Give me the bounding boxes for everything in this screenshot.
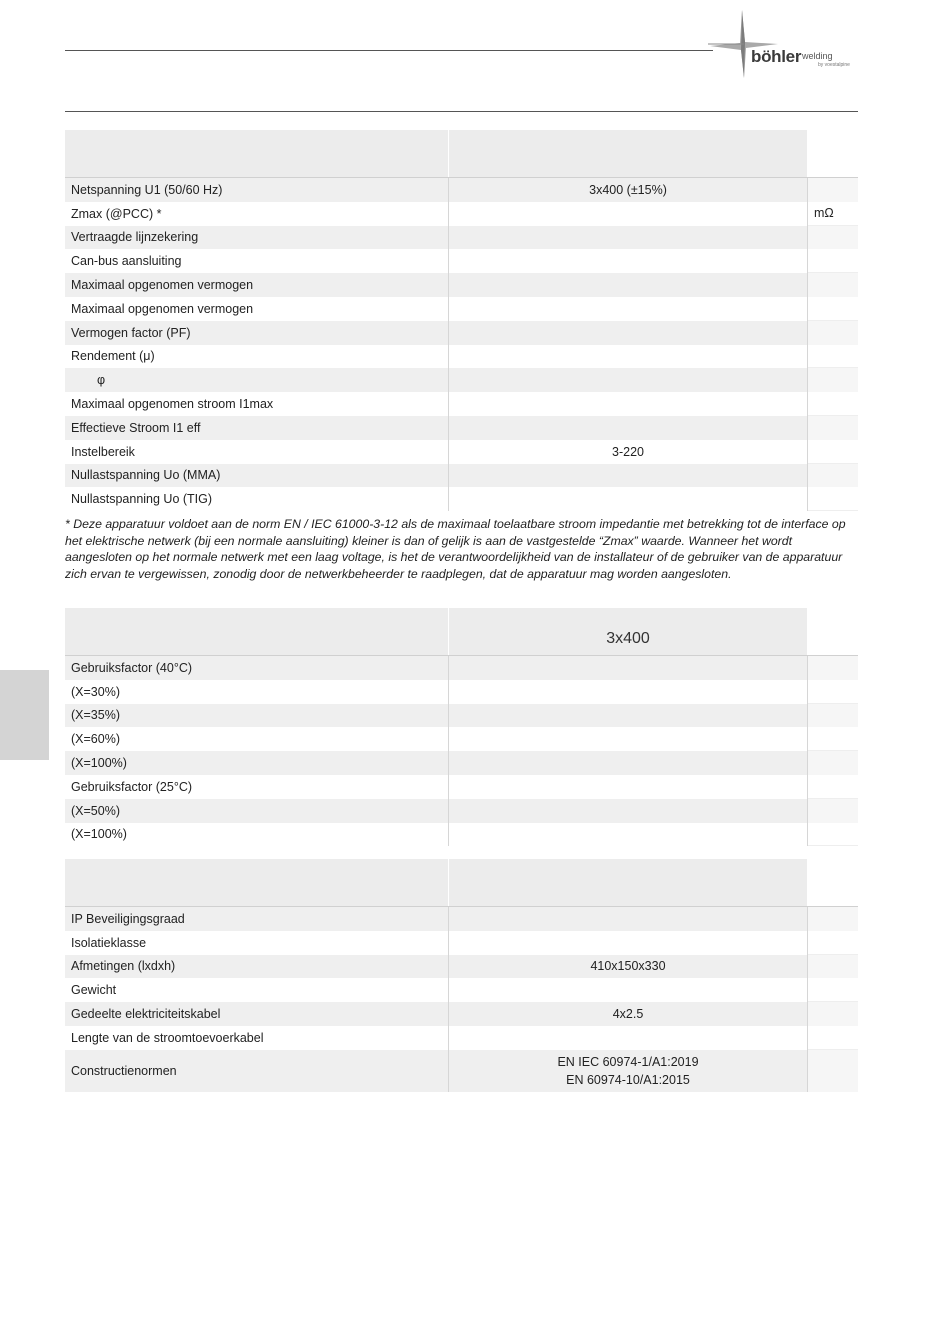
row-value (449, 704, 808, 728)
row-value (449, 751, 808, 775)
row-label: Constructienormen (65, 1050, 449, 1092)
table-row (65, 202, 858, 226)
table-row (65, 907, 858, 931)
row-label: Nullastspanning Uo (MMA) (65, 464, 449, 488)
row-label: Nullastspanning Uo (TIG) (65, 487, 449, 511)
table-row (65, 249, 858, 273)
logo-wordmark: böhler (751, 47, 802, 66)
table-header (65, 859, 858, 907)
table-row (65, 178, 858, 202)
row-label: IP Beveiligingsgraad (65, 907, 449, 931)
table-header (65, 130, 858, 178)
row-unit (808, 823, 858, 847)
row-label: Lengte van de stroomtoevoerkabel (65, 1026, 449, 1050)
row-label: Gebruiksfactor (25°C) (65, 775, 449, 799)
table-row (65, 823, 858, 847)
row-value (449, 487, 808, 511)
table-row (65, 978, 858, 1002)
row-value: 3x400 (±15%) (449, 178, 808, 202)
row-unit: mΩ (808, 202, 858, 226)
logo-subword: welding (802, 51, 833, 61)
electrical-specs-table (65, 130, 858, 511)
row-unit (808, 226, 858, 250)
table-row (65, 799, 858, 823)
row-value (449, 1050, 808, 1092)
row-value: 4x2.5 (449, 1002, 808, 1026)
row-value (449, 321, 808, 345)
row-unit (808, 416, 858, 440)
row-unit (808, 345, 858, 369)
row-value (449, 727, 808, 751)
table-row (65, 680, 858, 704)
table-row (65, 656, 858, 680)
table-row (65, 226, 858, 250)
table-row (65, 727, 858, 751)
row-label: (X=35%) (65, 704, 449, 728)
table-row (65, 416, 858, 440)
row-value (449, 680, 808, 704)
row-unit (808, 704, 858, 728)
row-unit (808, 727, 858, 751)
row-label: Gedeelte elektriciteitskabel (65, 1002, 449, 1026)
row-label: (X=100%) (65, 823, 449, 847)
row-label: Can-bus aansluiting (65, 249, 449, 273)
duty-cycle-table (65, 608, 858, 846)
row-unit (808, 751, 858, 775)
row-value (449, 1026, 808, 1050)
table-row (65, 273, 858, 297)
row-value (449, 202, 808, 226)
row-label: Gebruiksfactor (40°C) (65, 656, 449, 680)
row-label: Gewicht (65, 978, 449, 1002)
row-unit (808, 464, 858, 488)
physical-specs-table (65, 859, 858, 1092)
row-label: Maximaal opgenomen stroom I1max (65, 392, 449, 416)
row-value (449, 978, 808, 1002)
row-value (449, 368, 808, 392)
row-unit (808, 273, 858, 297)
row-label: (X=50%) (65, 799, 449, 823)
row-value-line: EN 60974-10/A1:2015 (566, 1072, 690, 1087)
table-row (65, 1026, 858, 1050)
row-value (449, 907, 808, 931)
row-label: Zmax (@PCC) * (65, 202, 449, 226)
row-label: Vertraagde lijnzekering (65, 226, 449, 250)
row-unit (808, 978, 858, 1002)
row-unit (808, 931, 858, 955)
row-label: Maximaal opgenomen vermogen (65, 273, 449, 297)
row-value (449, 297, 808, 321)
row-label: Vermogen factor (PF) (65, 321, 449, 345)
table-row (65, 487, 858, 511)
row-unit (808, 656, 858, 680)
row-unit (808, 775, 858, 799)
header-rule-bottom (65, 111, 858, 112)
row-label: (X=60%) (65, 727, 449, 751)
row-label: (X=100%) (65, 751, 449, 775)
table-row (65, 368, 858, 392)
row-unit (808, 392, 858, 416)
row-value (449, 249, 808, 273)
table-row (65, 1050, 858, 1092)
table-row (65, 704, 858, 728)
row-value (449, 656, 808, 680)
row-value (449, 464, 808, 488)
table-header (65, 608, 858, 656)
header-rule-top (65, 50, 713, 51)
row-value (449, 392, 808, 416)
row-unit (808, 1050, 858, 1092)
row-unit (808, 680, 858, 704)
row-unit (808, 440, 858, 464)
row-label: Instelbereik (65, 440, 449, 464)
row-value: 3-220 (449, 440, 808, 464)
row-label: Netspanning U1 (50/60 Hz) (65, 178, 449, 202)
table-row (65, 1002, 858, 1026)
row-unit (808, 249, 858, 273)
row-value (449, 273, 808, 297)
row-label: Rendement (μ) (65, 345, 449, 369)
table-row (65, 392, 858, 416)
table-row (65, 775, 858, 799)
row-unit (808, 955, 858, 979)
row-value (449, 775, 808, 799)
header-voltage: 3x400 (606, 630, 650, 647)
table-row (65, 931, 858, 955)
row-unit (808, 1026, 858, 1050)
table-row (65, 345, 858, 369)
row-label: Maximaal opgenomen vermogen (65, 297, 449, 321)
table-row (65, 297, 858, 321)
compliance-note: * Deze apparatuur voldoet aan de norm EN / IEC 61000-3-12 als de maximaal toelaatbare stroom impedantie met betrekking tot de interface op het elektrische netwerk (bij een normale aansluiting) kleiner is dan of gelijk is aan de vastgestelde “Zmax” waarde. Wanneer het wordt aangesloten op het normale netwerk met een laag voltage, is het de verantwoordelijkheid van de installateur of de gebruiker van de apparatuur zich ervan te vergewissen, zonodig door de netwerkbeheerder te raadplegen, dat de apparatuur mag worden aangesloten. (65, 517, 846, 581)
row-unit (808, 1002, 858, 1026)
row-label: Isolatieklasse (65, 931, 449, 955)
row-value (449, 226, 808, 250)
row-unit (808, 907, 858, 931)
row-unit (808, 799, 858, 823)
side-tab (0, 670, 49, 760)
row-unit (808, 297, 858, 321)
row-unit (808, 321, 858, 345)
row-unit (808, 178, 858, 202)
row-value: 410x150x330 (449, 955, 808, 979)
table-row (65, 321, 858, 345)
row-value (449, 799, 808, 823)
row-value (449, 823, 808, 847)
row-value (449, 416, 808, 440)
row-value (449, 345, 808, 369)
row-value-line: EN IEC 60974-1/A1:2019 (557, 1054, 699, 1069)
logo-tagline: by voestalpine (818, 62, 850, 68)
row-unit (808, 368, 858, 392)
row-unit (808, 487, 858, 511)
table-row (65, 464, 858, 488)
bohler-logo-icon (708, 8, 868, 80)
row-value (449, 931, 808, 955)
row-label: Effectieve Stroom I1 eff (65, 416, 449, 440)
row-label: (X=30%) (65, 680, 449, 704)
table-row (65, 751, 858, 775)
table-row (65, 440, 858, 464)
table-row (65, 955, 858, 979)
row-label: φ (65, 368, 449, 392)
row-label: Afmetingen (lxdxh) (65, 955, 449, 979)
